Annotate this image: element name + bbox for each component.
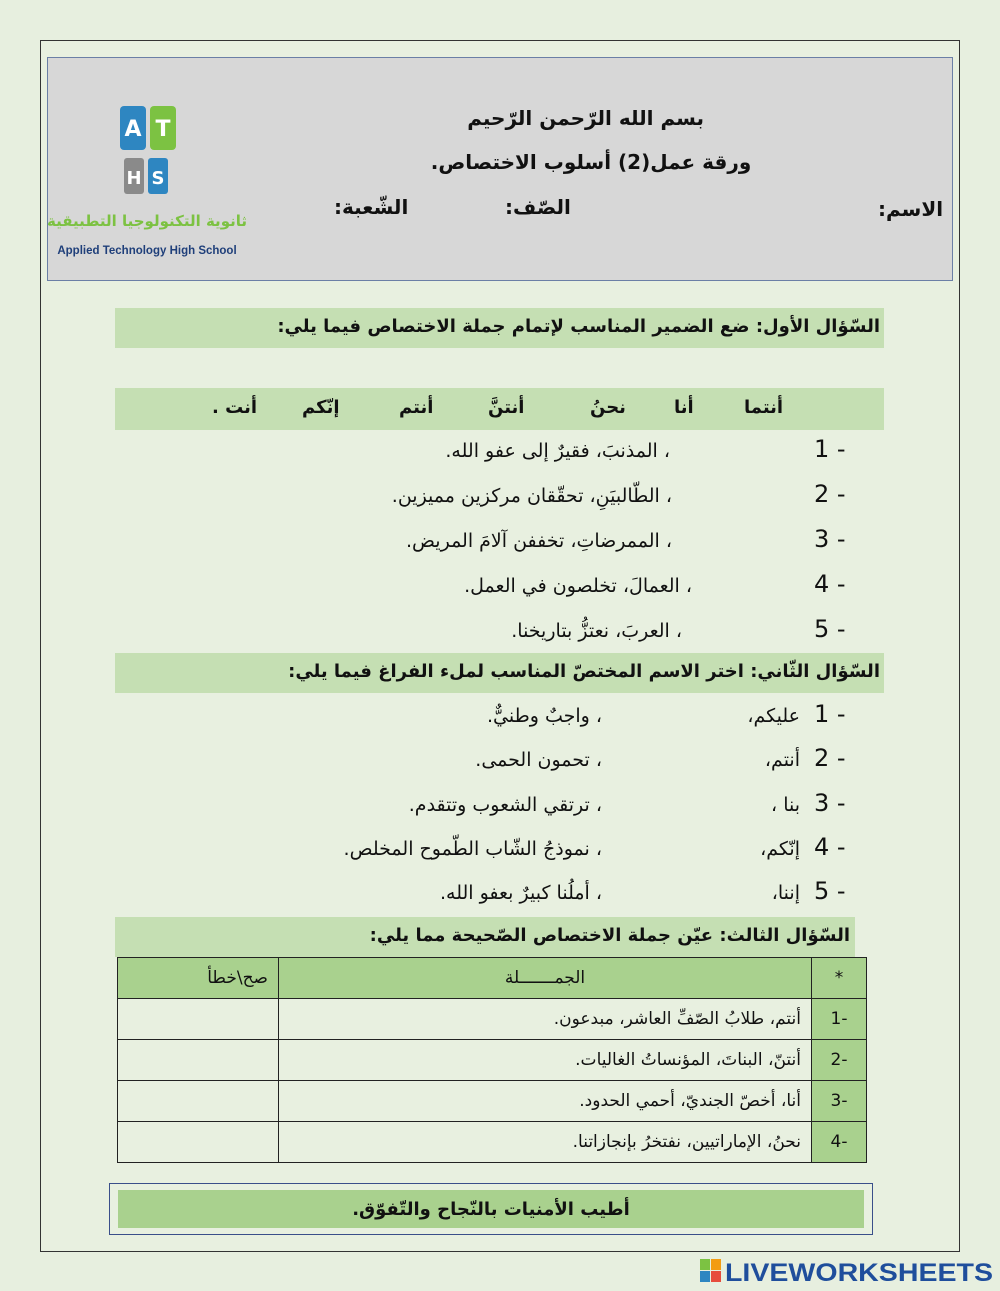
q1-title: السّؤال الأول: ضع الضمير المناسب لإتمام جملة الاختصاص فيما يلي: <box>277 316 880 337</box>
row-number: -1 <box>812 999 867 1040</box>
q2-item-number: 2 - <box>814 744 846 772</box>
answer-cell[interactable] <box>118 999 279 1040</box>
q1-pronoun: أنتنَّ <box>488 397 525 418</box>
q1-item-text: ، الممرضاتِ، تخففن آلامَ المريض. <box>405 530 672 552</box>
row-sentence: نحنُ، الإماراتيين، نفتخرُ بإنجازاتنا. <box>279 1122 812 1163</box>
row-number: -2 <box>812 1040 867 1081</box>
row-number: -4 <box>812 1122 867 1163</box>
col-header-sentence: الجمـــــــلة <box>279 958 812 999</box>
q1-item-number: 2 - <box>814 480 846 508</box>
footer-box <box>109 1183 873 1235</box>
table-row <box>118 999 867 1040</box>
row-sentence: أنتنّ، البناتَ، المؤنساتُ الغاليات. <box>279 1040 812 1081</box>
answer-cell[interactable] <box>118 1040 279 1081</box>
liveworksheets-text: LIVEWORKSHEETS <box>725 1259 993 1287</box>
q1-item-text: ، الطّالبيَنِ، تحقّقان مركزين مميزين. <box>391 485 672 507</box>
q2-item-number: 5 - <box>814 877 846 905</box>
q2-item-number: 4 - <box>814 833 846 861</box>
q1-pronoun: إنّكم <box>302 397 340 418</box>
q2-item-pronoun: إننا، <box>771 882 800 904</box>
row-sentence: أنتم، طلابُ الصّفِّ العاشر، مبدعون. <box>279 999 812 1040</box>
q2-item-text: ، نموذجُ الشّاب الطّموح المخلص. <box>343 838 602 860</box>
school-logo <box>47 104 247 264</box>
q1-item-text: ، العربَ، نعتزُّ بتاريخنا. <box>511 620 682 642</box>
table-row <box>118 1040 867 1081</box>
q1-item-number: 3 - <box>814 525 846 553</box>
q2-item-pronoun: إنّكم، <box>760 838 800 860</box>
grade-label: الصّف: <box>505 195 571 219</box>
q1-item-number: 5 - <box>814 615 846 643</box>
footer-wish: أطيب الأمنيات بالنّجاح والتّفوّق. <box>118 1190 864 1228</box>
worksheet-title: ورقة عمل(2) أسلوب الاختصاص. <box>430 150 752 174</box>
logo-letter-a: A <box>124 117 142 142</box>
q2-title: السّؤال الثّاني: اختر الاسم المختصّ المناسب لملء الفراغ فيما يلي: <box>288 661 880 682</box>
q2-item-number: 1 - <box>814 700 846 728</box>
q1-pronoun: أنتم <box>399 397 434 418</box>
logo-letter-s: S <box>151 168 165 189</box>
school-name-ar: ثانوية التكنولوجيا التطبيقية <box>47 212 247 230</box>
q1-item-number: 1 - <box>814 435 846 463</box>
school-name-en: Applied Technology High School <box>57 245 237 257</box>
q2-item-text: ، أملُنا كبيرٌ بعفو الله. <box>439 882 602 904</box>
q1-pronoun: أنت . <box>212 397 258 418</box>
q2-item-text: ، تحمون الحمى. <box>475 749 602 771</box>
name-label: الاسم: <box>878 197 944 221</box>
q1-pronoun: أنتما <box>744 397 784 418</box>
table-row <box>118 1081 867 1122</box>
col-header-answer: صح\خطأ <box>118 958 279 999</box>
q2-item-text: ، واجبٌ وطنيٌّ. <box>487 705 602 727</box>
q2-item-text: ، ترتقي الشعوب وتتقدم. <box>408 794 602 816</box>
answer-cell[interactable] <box>118 1081 279 1122</box>
logo-letter-h: H <box>126 168 142 189</box>
q1-item-text: ، العمالَ، تخلصون في العمل. <box>464 575 692 597</box>
row-number: -3 <box>812 1081 867 1122</box>
logo-letter-t: T <box>155 117 171 142</box>
col-header-num: * <box>812 958 867 999</box>
q2-item-number: 3 - <box>814 789 846 817</box>
section-label: الشّعبة: <box>334 195 409 219</box>
table-row <box>118 1122 867 1163</box>
q1-item-number: 4 - <box>814 570 846 598</box>
answer-cell[interactable] <box>118 1122 279 1163</box>
liveworksheets-logo <box>698 1256 998 1286</box>
basmala: بسم الله الرّحمن الرّحيم <box>467 106 704 130</box>
q1-pronoun: نحنُ <box>590 397 626 418</box>
q2-item-pronoun: بنا ، <box>771 794 800 816</box>
q3-table <box>117 957 867 1163</box>
q1-pronoun: أنا <box>674 397 694 418</box>
q1-item-text: ، المذنبَ، فقيرٌ إلى عفو الله. <box>445 440 670 462</box>
q2-item-pronoun: أنتم، <box>764 749 800 771</box>
q2-item-pronoun: عليكم، <box>747 705 800 727</box>
q3-title: السّؤال الثالث: عيّن جملة الاختصاص الصّحيحة مما يلي: <box>369 925 850 946</box>
table-header-row <box>118 958 867 999</box>
row-sentence: أنا، أخصّ الجنديّ، أحمي الحدود. <box>279 1081 812 1122</box>
